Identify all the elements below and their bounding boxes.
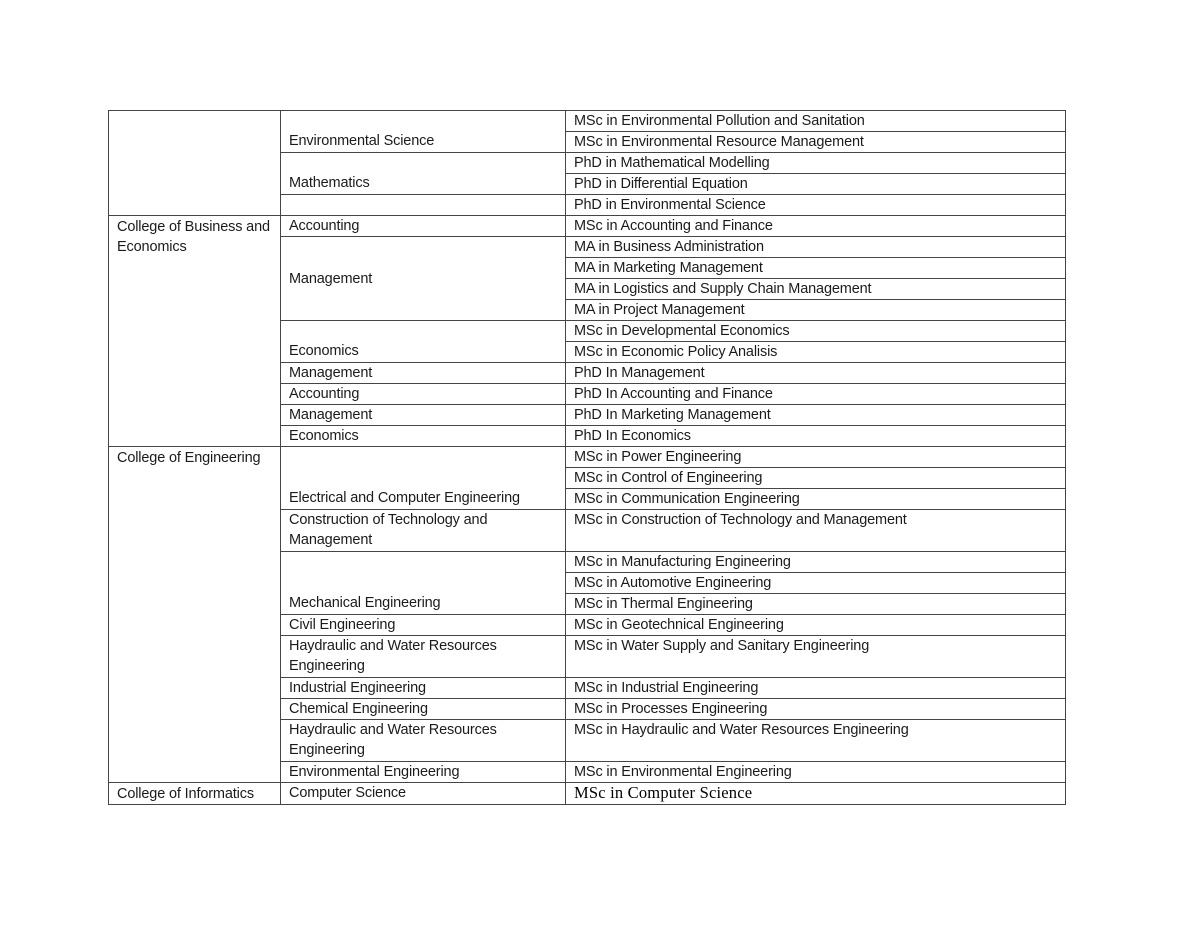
program-cell: MSc in Water Supply and Sanitary Engineering [566, 636, 1066, 678]
program-cell: PhD In Economics [566, 426, 1066, 447]
department-cell: Accounting [281, 384, 566, 405]
table-row [109, 447, 1066, 468]
department-cell: Mathematics [281, 153, 566, 195]
department-cell: Management [281, 237, 566, 321]
department-cell: Haydraulic and Water Resources Engineering [281, 720, 566, 762]
department-cell: Electrical and Computer Engineering [281, 447, 566, 510]
college-cell: College of Business and Economics [109, 216, 281, 447]
department-cell: Environmental Engineering [281, 762, 566, 783]
college-cell: College of Engineering [109, 447, 281, 783]
program-cell: PhD in Mathematical Modelling [566, 153, 1066, 174]
college-cell: College of Informatics [109, 783, 281, 805]
program-cell: PhD In Accounting and Finance [566, 384, 1066, 405]
department-cell: Economics [281, 426, 566, 447]
department-cell: Accounting [281, 216, 566, 237]
college-cell [109, 111, 281, 216]
program-cell: MSc in Processes Engineering [566, 699, 1066, 720]
department-cell: Civil Engineering [281, 615, 566, 636]
program-cell: MSc in Communication Engineering [566, 489, 1066, 510]
program-cell: PhD In Management [566, 363, 1066, 384]
department-cell [281, 195, 566, 216]
department-cell: Management [281, 405, 566, 426]
program-cell: MSc in Accounting and Finance [566, 216, 1066, 237]
department-cell: Environmental Science [281, 111, 566, 153]
program-cell: MSc in Developmental Economics [566, 321, 1066, 342]
department-cell: Industrial Engineering [281, 678, 566, 699]
department-cell: Computer Science [281, 783, 566, 805]
program-cell: MSc in Haydraulic and Water Resources Engineering [566, 720, 1066, 762]
program-cell: MSc in Environmental Resource Management [566, 132, 1066, 153]
program-cell: MSc in Economic Policy Analisis [566, 342, 1066, 363]
table-row [109, 111, 1066, 132]
department-cell: Mechanical Engineering [281, 552, 566, 615]
program-cell: MSc in Construction of Technology and Management [566, 510, 1066, 552]
program-cell: PhD in Environmental Science [566, 195, 1066, 216]
department-cell: Management [281, 363, 566, 384]
program-cell: MSc in Industrial Engineering [566, 678, 1066, 699]
department-cell: Chemical Engineering [281, 699, 566, 720]
program-cell: MA in Project Management [566, 300, 1066, 321]
table-row [109, 216, 1066, 237]
program-cell: MSc in Automotive Engineering [566, 573, 1066, 594]
program-cell: MSc in Control of Engineering [566, 468, 1066, 489]
department-cell: Economics [281, 321, 566, 363]
program-cell: MSc in Environmental Pollution and Sanitation [566, 111, 1066, 132]
department-cell: Haydraulic and Water Resources Engineering [281, 636, 566, 678]
table-row [109, 783, 1066, 805]
program-cell: MA in Logistics and Supply Chain Management [566, 279, 1066, 300]
program-cell: PhD in Differential Equation [566, 174, 1066, 195]
program-cell: MSc in Thermal Engineering [566, 594, 1066, 615]
program-cell: MSc in Geotechnical Engineering [566, 615, 1066, 636]
program-cell: MA in Marketing Management [566, 258, 1066, 279]
program-cell: MSc in Power Engineering [566, 447, 1066, 468]
academic-programs-table [108, 110, 1066, 805]
program-cell: MA in Business Administration [566, 237, 1066, 258]
program-cell: MSc in Manufacturing Engineering [566, 552, 1066, 573]
program-cell: PhD In Marketing Management [566, 405, 1066, 426]
program-cell: MSc in Computer Science [566, 783, 1066, 805]
department-cell: Construction of Technology and Management [281, 510, 566, 552]
program-cell: MSc in Environmental Engineering [566, 762, 1066, 783]
